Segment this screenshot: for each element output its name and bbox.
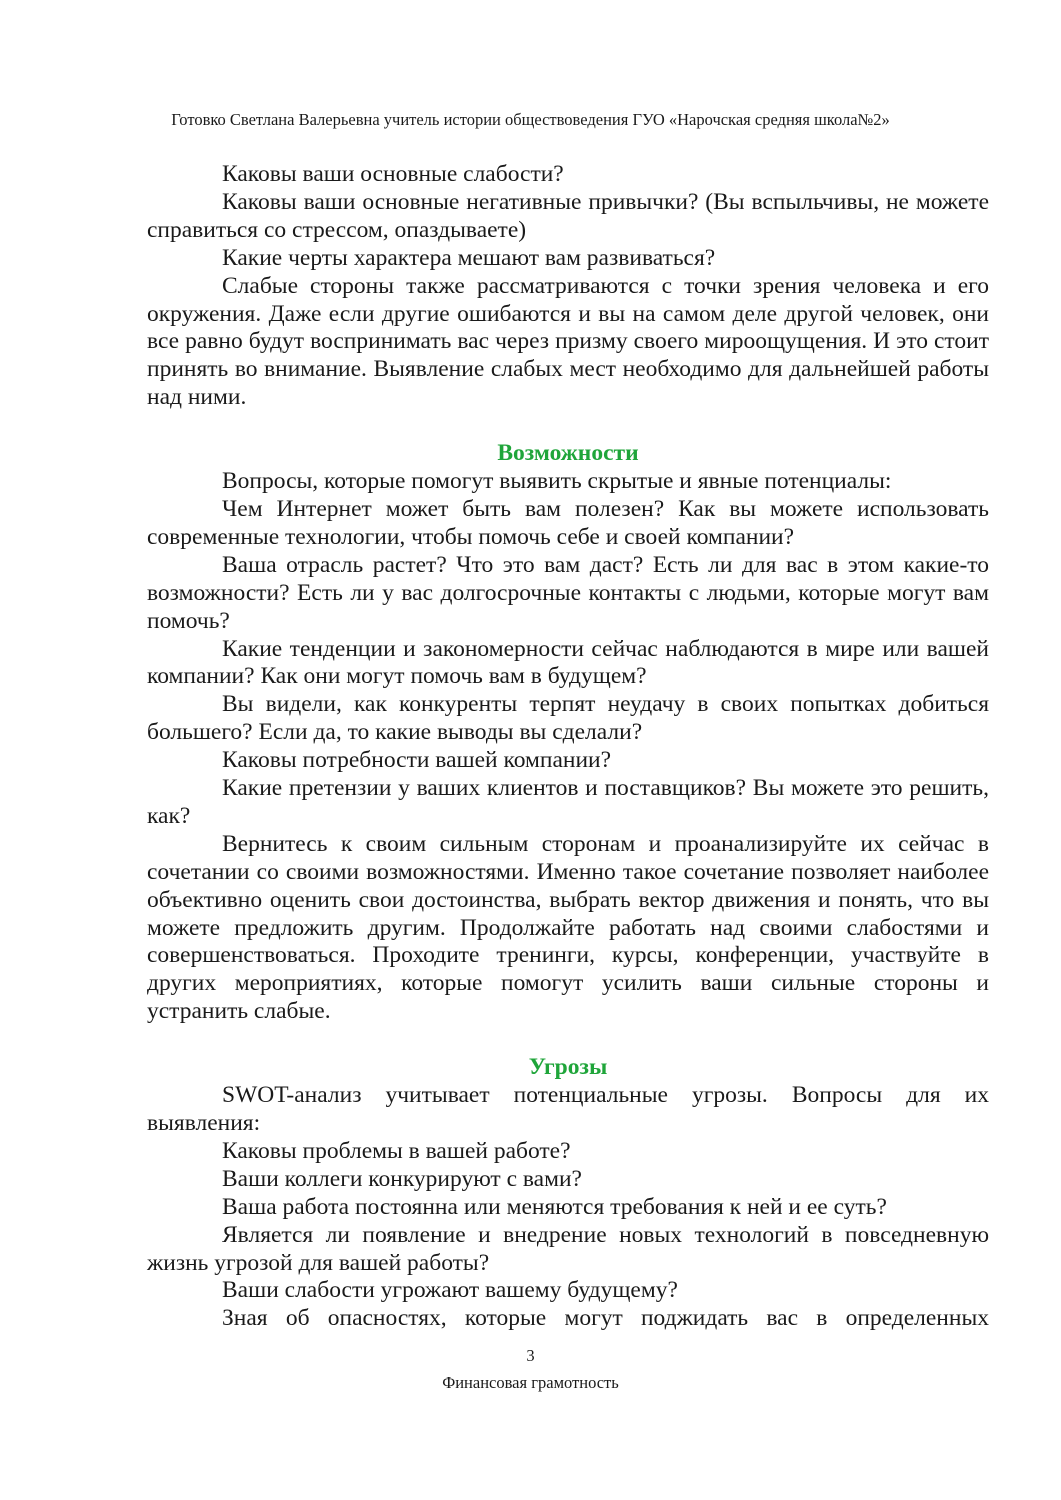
paragraph: Ваша работа постоянна или меняются требования к ней и ее суть? — [222, 1193, 887, 1220]
page-footer — [0, 1346, 1061, 1393]
paragraph: Ваша отрасль растет? Что это вам даст? Есть ли для вас в этом какие-то возможности? Есть ли у вас долгосрочные контакты с людьми, которые могут вам помочь? — [147, 551, 989, 634]
paragraph: Каковы ваши основные слабости? — [222, 161, 564, 187]
paragraph: Какие тенденции и закономерности сейчас наблюдаются в мире или вашей компании? Как они могут помочь вам в будущем? — [147, 635, 989, 690]
section-heading-opportunities: Возможности — [497, 440, 639, 467]
section-heading-threats: Угрозы — [528, 1054, 608, 1081]
paragraph: Каковы потребности вашей компании? — [222, 747, 612, 774]
paragraph: Вы видели, как конкуренты терпят неудачу в своих попытках добиться большего? Если да, то какие выводы вы сделали? — [147, 691, 989, 746]
paragraph: Каковы ваши основные негативные привычки? (Вы вспыльчивы, не можете справиться со стрессом, опаздываете) — [147, 188, 989, 243]
paragraph: Зная об опасностях, которые могут поджидать вас в определенных — [222, 1305, 989, 1332]
paragraph: Какие претензии у ваших клиентов и поставщиков? Вы можете это решить, как? — [147, 775, 989, 829]
paragraph: Каковы проблемы в вашей работе? — [222, 1137, 571, 1164]
paragraph: Какие черты характера мешают вам развиваться? — [222, 244, 716, 271]
paragraph: Слабые стороны также рассматриваются с точки зрения человека и его окружения. Даже если другие ошибаются и вы на самом деле другой человек, они все равно будут воспринимать вас через призму своего мироощущения. И это стоит принять во внимание. Выявление слабых мест необходимо для дальнейшей работы над ними. — [147, 272, 989, 411]
threats-section — [147, 1054, 989, 1333]
paragraph: Вернитесь к своим сильным сторонам и проанализируйте их сейчас в сочетании со своими возможностями. Именно такое сочетание позволяет наиболее объективно оценить свои достоинства, выбрать вектор движения и понять, что вы можете предложить другим. Продолжайте работать над своими слабостями и совершенствоваться. Проходите тренинги, курсы, конференции, участвуйте в других мероприятиях, которые помогут усилить ваши сильные стороны и устранить слабые. — [147, 830, 989, 1025]
page-header: Готовко Светлана Валерьевна учитель истории обществоведения ГУО «Нарочская средняя школа№2» — [171, 110, 890, 129]
paragraph: SWOT-анализ учитывает потенциальные угрозы. Вопросы для их выявления: — [147, 1082, 989, 1136]
page-number: 3 — [526, 1346, 535, 1365]
document-body — [147, 161, 989, 1333]
paragraph: Ваши слабости угрожают вашему будущему? — [222, 1277, 678, 1304]
paragraph: Ваши коллеги конкурируют с вами? — [222, 1165, 582, 1192]
paragraph: Вопросы, которые помогут выявить скрытые и явные потенциалы: — [222, 468, 892, 495]
opportunities-section — [147, 440, 989, 1026]
paragraph: Является ли появление и внедрение новых технологий в повседневную жизнь угрозой для вашей работы? — [147, 1221, 989, 1276]
paragraph: Чем Интернет может быть вам полезен? Как вы можете использовать современные технологии, чтобы помочь себе и своей компании? — [147, 495, 989, 550]
footer-title: Финансовая грамотность — [442, 1373, 619, 1392]
weaknesses-section — [147, 161, 989, 412]
